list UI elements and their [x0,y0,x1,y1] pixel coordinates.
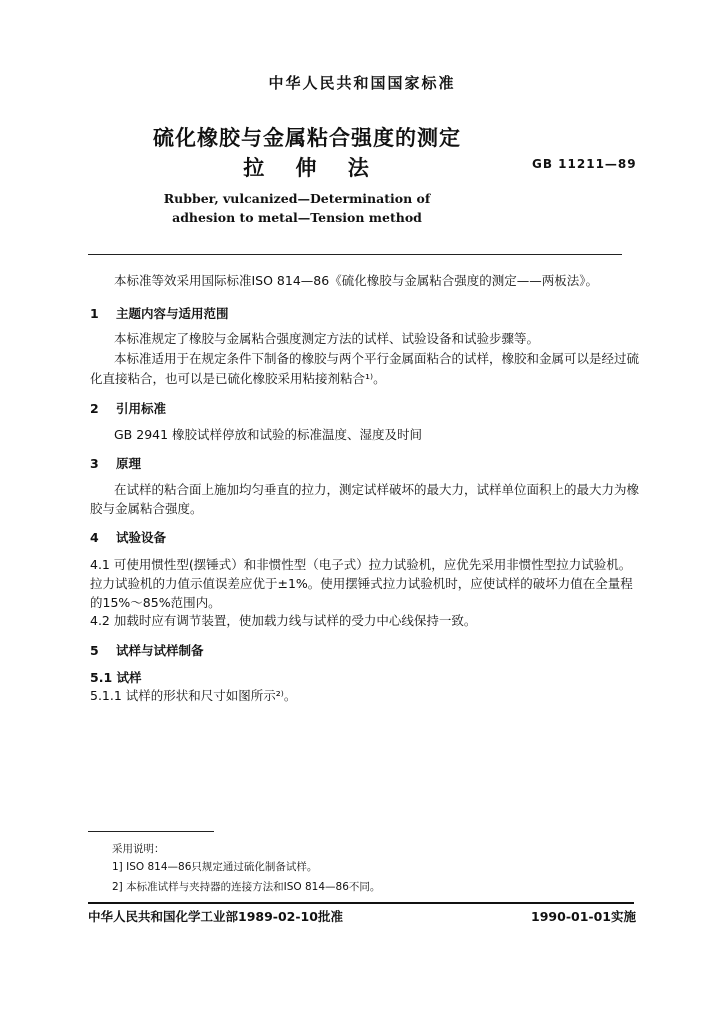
footer-divider [88,902,634,904]
section-title: 原理 [116,456,142,471]
section-1-paragraph-1: 本标准规定了橡胶与金属粘合强度测定方法的试样、试验设备和试验步骤等。 [114,331,540,346]
document-subtitle: 拉 伸 法 [243,156,381,180]
section-number: 4 [90,530,99,545]
intro-paragraph: 本标准等效采用国际标准ISO 814—86《硫化橡胶与金属粘合强度的测定——两板法》。 [114,273,598,288]
section-title: 引用标准 [116,401,167,416]
english-title-line2: adhesion to metal—Tension method [172,210,422,225]
footnote-1: 1] ISO 814—86只规定通过硫化制备试样。 [112,861,318,873]
section-title: 试样与试样制备 [116,643,204,658]
clause-5-1-1: 5.1.1 试样的形状和尺寸如图所示²⁾。 [90,688,297,703]
section-number: 2 [90,401,99,416]
section-3-heading [90,454,141,472]
english-title-line1: Rubber, vulcanized—Determination of [163,191,431,206]
footnote-heading: 采用说明： [112,843,165,855]
referenced-standard: GB 2941 橡胶试样停放和试验的标准温度、湿度及时间 [114,427,423,442]
section-5-heading [90,641,204,659]
section-2-heading [90,399,166,417]
section-title: 试验设备 [116,530,167,545]
clause-4-2: 4.2 加载时应有调节装置，使加载力线与试样的受力中心线保持一致。 [90,613,477,628]
section-1-heading [90,304,229,322]
section-3-paragraph-line1: 在试样的粘合面上施加均匀垂直的拉力，测定试样破坏的最大力，试样单位面积上的最大力为橡 [114,482,640,497]
footnote-2: 2] 本标准试样与夹持器的连接方法和ISO 814—86不同。 [112,881,381,893]
footnote-divider [88,831,214,832]
section-1-paragraph-2-line2: 化直接粘合，也可以是已硫化橡胶采用粘接剂粘合¹⁾。 [90,371,386,386]
effective-date: 1990-01-01实施 [531,909,636,924]
section-number: 1 [90,306,99,321]
section-4-heading [90,528,166,546]
section-3-paragraph-line2: 胶与金属粘合强度。 [90,501,203,516]
section-title: 主题内容与适用范围 [116,306,229,321]
section-1-paragraph-2-line1: 本标准适用于在规定条件下制备的橡胶与两个平行金属面粘合的试样，橡胶和金属可以是经过硫 [114,351,640,366]
standard-type-header: 中华人民共和国国家标准 [268,74,456,92]
document-title: 硫化橡胶与金属粘合强度的测定 [153,126,461,150]
section-number: 3 [90,456,99,471]
approval-line: 中华人民共和国化学工业部1989-02-10批准 [88,909,343,924]
header-divider [88,254,622,255]
standard-code: GB 11211—89 [532,157,637,171]
clause-4-1-line2: 拉力试验机的力值示值误差应优于±1%。使用摆锤式拉力试验机时，应使试样的破坏力值在全量程 [90,576,633,591]
clause-4-1-line1: 4.1 可使用惯性型(摆锤式）和非惯性型（电子式）拉力试验机，应优先采用非惯性型拉力试验机。 [90,557,632,572]
clause-5-1-heading: 5.1 试样 [90,670,142,685]
clause-4-1-line3: 的15%～85%范围内。 [90,595,221,610]
section-number: 5 [90,643,99,658]
